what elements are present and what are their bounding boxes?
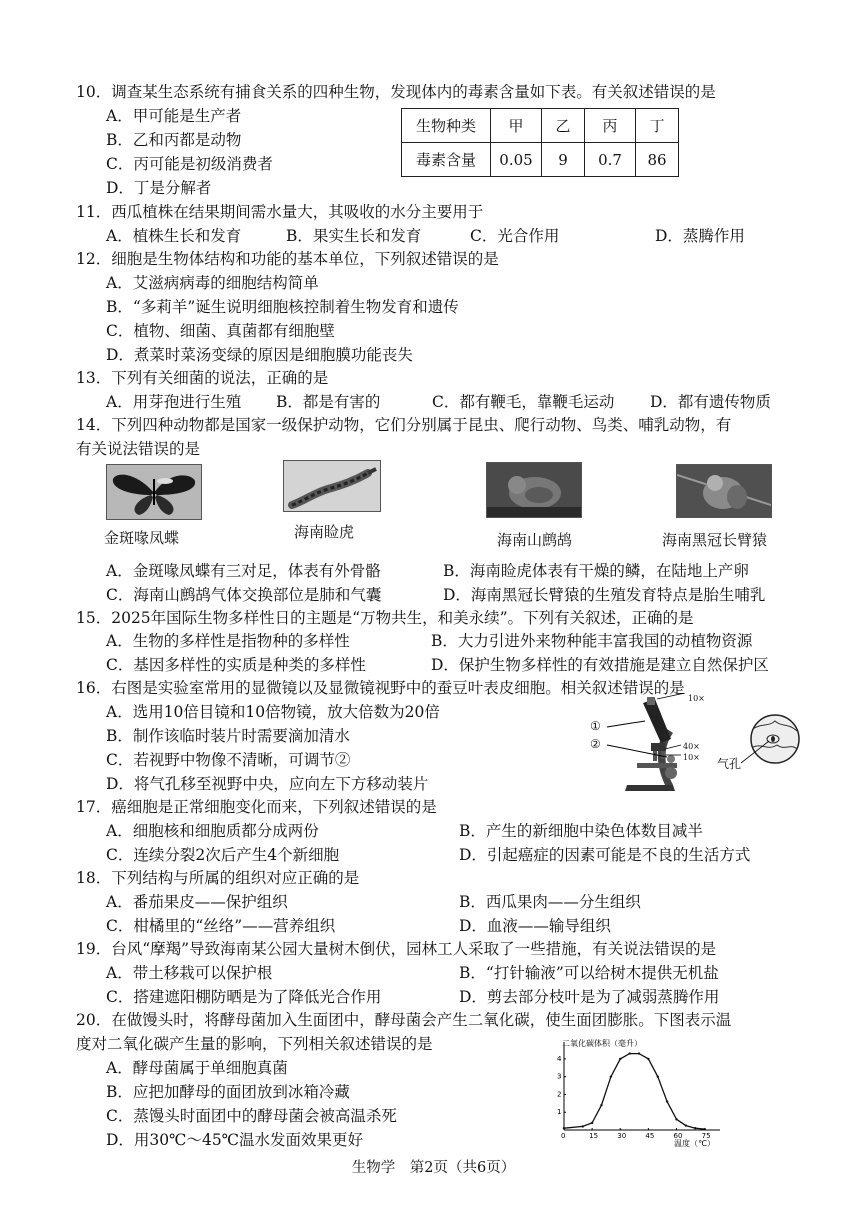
q20-option-b: B．应把加酵母的面团放到冰箱冷藏: [106, 1083, 350, 1101]
q15-option-b: B．大力引进外来物种能丰富我国的动植物资源: [431, 632, 753, 650]
q15-option-d: D．保护生物多样性的有效措施是建立自然保护区: [431, 656, 769, 674]
table-row: [402, 109, 679, 143]
q17-option-c: C．连续分裂2次后产生4个新细胞: [106, 846, 340, 864]
table-row: [402, 143, 679, 177]
q17-option-a: A．细胞核和细胞质都分成两份: [106, 822, 319, 840]
q16-option-b: B．制作该临时装片时需要滴加清水: [106, 727, 350, 745]
q20-option-a: A．酵母菌属于单细胞真菌: [106, 1059, 288, 1077]
data-point: [703, 1128, 705, 1130]
q11-option-c: C．光合作用: [470, 227, 560, 245]
x-tick-label: 0: [561, 1132, 566, 1140]
q14-stem-line2: 有关说法错误的是: [76, 440, 201, 458]
q10-option-a: A．甲可能是生产者: [106, 107, 242, 125]
chart-series: [563, 1052, 706, 1130]
q13-option-d: D．都有遗传物质: [650, 393, 771, 411]
table-cell: 毒素含量: [402, 143, 491, 177]
data-point: [675, 1118, 677, 1120]
q18-option-a: A．番茄果皮——保护组织: [106, 893, 288, 911]
q13-option-a: A．用芽孢进行生殖: [106, 393, 242, 411]
q18-stem: 18．下列结构与所属的组织对应正确的是: [76, 869, 360, 887]
x-tick-label: 60: [673, 1132, 683, 1140]
q14-option-d: D．海南黑冠长臂猿的生殖发育特点是胎生哺乳: [443, 586, 766, 604]
x-tick-label: 30: [617, 1132, 627, 1140]
q18-option-c: C．柑橘里的“丝络”——营养组织: [106, 917, 336, 935]
table-cell: 9: [542, 143, 585, 177]
q15-option-a: A．生物的多样性是指物种的多样性: [106, 632, 350, 650]
q19-option-a: A．带土移栽可以保护根: [106, 964, 273, 982]
caption-gibbon: 海南黑冠长臂猿: [662, 531, 768, 549]
chart-title: 二氧化碳体积（毫升）: [562, 1039, 642, 1048]
data-point: [694, 1127, 696, 1129]
q11-option-d: D．蒸腾作用: [655, 227, 745, 245]
q12-option-a: A．艾滋病病毒的细胞结构简单: [106, 274, 319, 292]
butterfly-photo: [106, 464, 202, 520]
x-tick-label: 45: [645, 1132, 655, 1140]
data-point: [619, 1058, 621, 1060]
q19-stem: 19．台风“摩羯”导致海南某公园大量树木倒伏，园林工人采取了一些措施，有关说法错误的是: [76, 940, 717, 958]
label-objective-10: 10×: [683, 753, 700, 762]
q13-stem: 13．下列有关细菌的说法，正确的是: [76, 369, 329, 387]
q15-stem: 15．2025年国际生物多样性日的主题是“万物共生，和美永续”。下列有关叙述，正确的是: [76, 609, 694, 627]
page-footer: 生物学 第2页（共6页）: [351, 1160, 516, 1176]
table-cell: 甲: [491, 109, 542, 143]
q12-option-b: B．“多莉羊”诞生说明细胞核控制着生物发育和遗传: [106, 298, 459, 316]
y-tick-label: 1: [557, 1108, 562, 1117]
data-point: [638, 1052, 640, 1054]
q10-option-c: C．丙可能是初级消费者: [106, 155, 273, 173]
data-point: [628, 1052, 630, 1054]
q10-option-d: D．丁是分解者: [106, 179, 212, 197]
data-point: [582, 1125, 584, 1127]
q14-option-a: A．金斑喙凤蝶有三对足，体表有外骨骼: [106, 562, 381, 580]
caption-gecko: 海南睑虎: [294, 523, 355, 541]
gibbon-photo: [676, 464, 772, 518]
label-eyepiece: 10×: [688, 694, 705, 703]
q12-option-c: C．植物、细菌、真菌都有细胞壁: [106, 322, 335, 340]
label-part-one: ①: [590, 719, 601, 733]
y-tick-label: 2: [557, 1090, 562, 1099]
q20-stem-line1: 20．在做馒头时，将酵母菌加入生面团中，酵母菌会产生二氧化碳，使生面团膨胀。下图表示温: [76, 1011, 732, 1029]
q17-option-d: D．引起癌症的因素可能是不良的生活方式: [459, 846, 751, 864]
q19-option-b: B．“打针输液”可以给树木提供无机盐: [459, 964, 719, 982]
chart-xlabel: 温度（℃）: [674, 1139, 715, 1148]
table-cell: 丁: [636, 109, 679, 143]
x-tick-label: 15: [589, 1132, 599, 1140]
data-point: [666, 1100, 668, 1102]
table-cell: 丙: [585, 109, 636, 143]
q11-option-a: A．植株生长和发育: [106, 227, 242, 245]
q18-option-b: B．西瓜果肉——分生组织: [459, 893, 641, 911]
gecko-photo: [283, 460, 381, 512]
data-point: [563, 1127, 565, 1129]
q13-option-b: B．都是有害的: [276, 393, 381, 411]
q15-option-c: C．基因多样性的实质是种类的多样性: [106, 656, 366, 674]
series-line: [564, 1054, 705, 1130]
q12-stem: 12．细胞是生物体结构和功能的基本单位，下列叙述错误的是: [76, 250, 499, 268]
q17-option-b: B．产生的新细胞中染色体数目减半: [459, 822, 703, 840]
q14-option-c: C．海南山鹧鸪气体交换部位是肺和气囊: [106, 586, 382, 604]
q16-option-d: D．将气孔移至视野中央，应向左下方移动装片: [106, 775, 429, 793]
partridge-photo: [486, 462, 582, 518]
q17-stem: 17．癌细胞是正常细胞变化而来，下列叙述错误的是: [76, 798, 437, 816]
label-stoma: 气孔: [717, 757, 742, 771]
caption-butterfly: 金斑喙凤蝶: [104, 529, 180, 547]
q19-option-d: D．剪去部分枝叶是为了减弱蒸腾作用: [459, 988, 720, 1006]
caption-partridge: 海南山鹧鸪: [497, 531, 573, 549]
x-tick-label: 75: [701, 1132, 711, 1140]
q11-option-b: B．果实生长和发育: [286, 227, 422, 245]
q16-stem: 16．右图是实验室常用的显微镜以及显微镜视野中的蚕豆叶表皮细胞。相关叙述错误的是: [76, 679, 685, 697]
table-cell: 0.7: [585, 143, 636, 177]
table-cell: 乙: [542, 109, 585, 143]
q18-option-d: D．血液——输导组织: [459, 917, 611, 935]
q11-stem: 11．西瓜植株在结果期间需水量大，其吸收的水分主要用于: [76, 203, 484, 221]
q14-stem-line1: 14．下列四种动物都是国家一级保护动物，它们分别属于昆虫、爬行动物、鸟类、哺乳动物，有: [76, 416, 732, 434]
data-point: [685, 1124, 687, 1126]
table-cell: 0.05: [491, 143, 542, 177]
data-point: [647, 1058, 649, 1060]
q13-option-c: C．都有鞭毛，靠鞭毛运动: [432, 393, 615, 411]
q16-option-c: C．若视野中物像不清晰，可调节②: [106, 751, 351, 769]
q19-option-c: C．搭建遮阳棚防晒是为了降低光合作用: [106, 988, 382, 1006]
q20-stem-line2: 度对二氧化碳产生量的影响，下列相关叙述错误的是: [76, 1035, 433, 1053]
q20-option-c: C．蒸馒头时面团中的酵母菌会被高温杀死: [106, 1107, 397, 1125]
y-tick-label: 4: [557, 1054, 562, 1063]
q20-option-d: D．用30℃～45℃温水发面效果更好: [106, 1131, 364, 1149]
data-point: [610, 1075, 612, 1077]
q10-stem: 10．调查某生态系统有捕食关系的四种生物，发现体内的毒素含量如下表。有关叙述错误的是: [76, 83, 716, 101]
label-objective-40: 40×: [683, 742, 700, 751]
q16-option-a: A．选用10倍目镜和10倍物镜，放大倍数为20倍: [106, 703, 440, 721]
co2-temperature-chart: [548, 1036, 728, 1148]
y-tick-label: 3: [557, 1072, 562, 1081]
table-cell: 生物种类: [402, 109, 491, 143]
q12-option-d: D．煮菜时菜汤变绿的原因是细胞膜功能丧失: [106, 346, 413, 364]
table-cell: 86: [636, 143, 679, 177]
data-point: [591, 1122, 593, 1124]
q14-option-b: B．海南睑虎体表有干燥的鳞，在陆地上产卵: [443, 562, 749, 580]
data-point: [657, 1075, 659, 1077]
label-part-two: ②: [590, 737, 601, 751]
q10-option-b: B．乙和丙都是动物: [106, 131, 242, 149]
data-point: [600, 1104, 602, 1106]
toxin-table: [401, 108, 679, 177]
